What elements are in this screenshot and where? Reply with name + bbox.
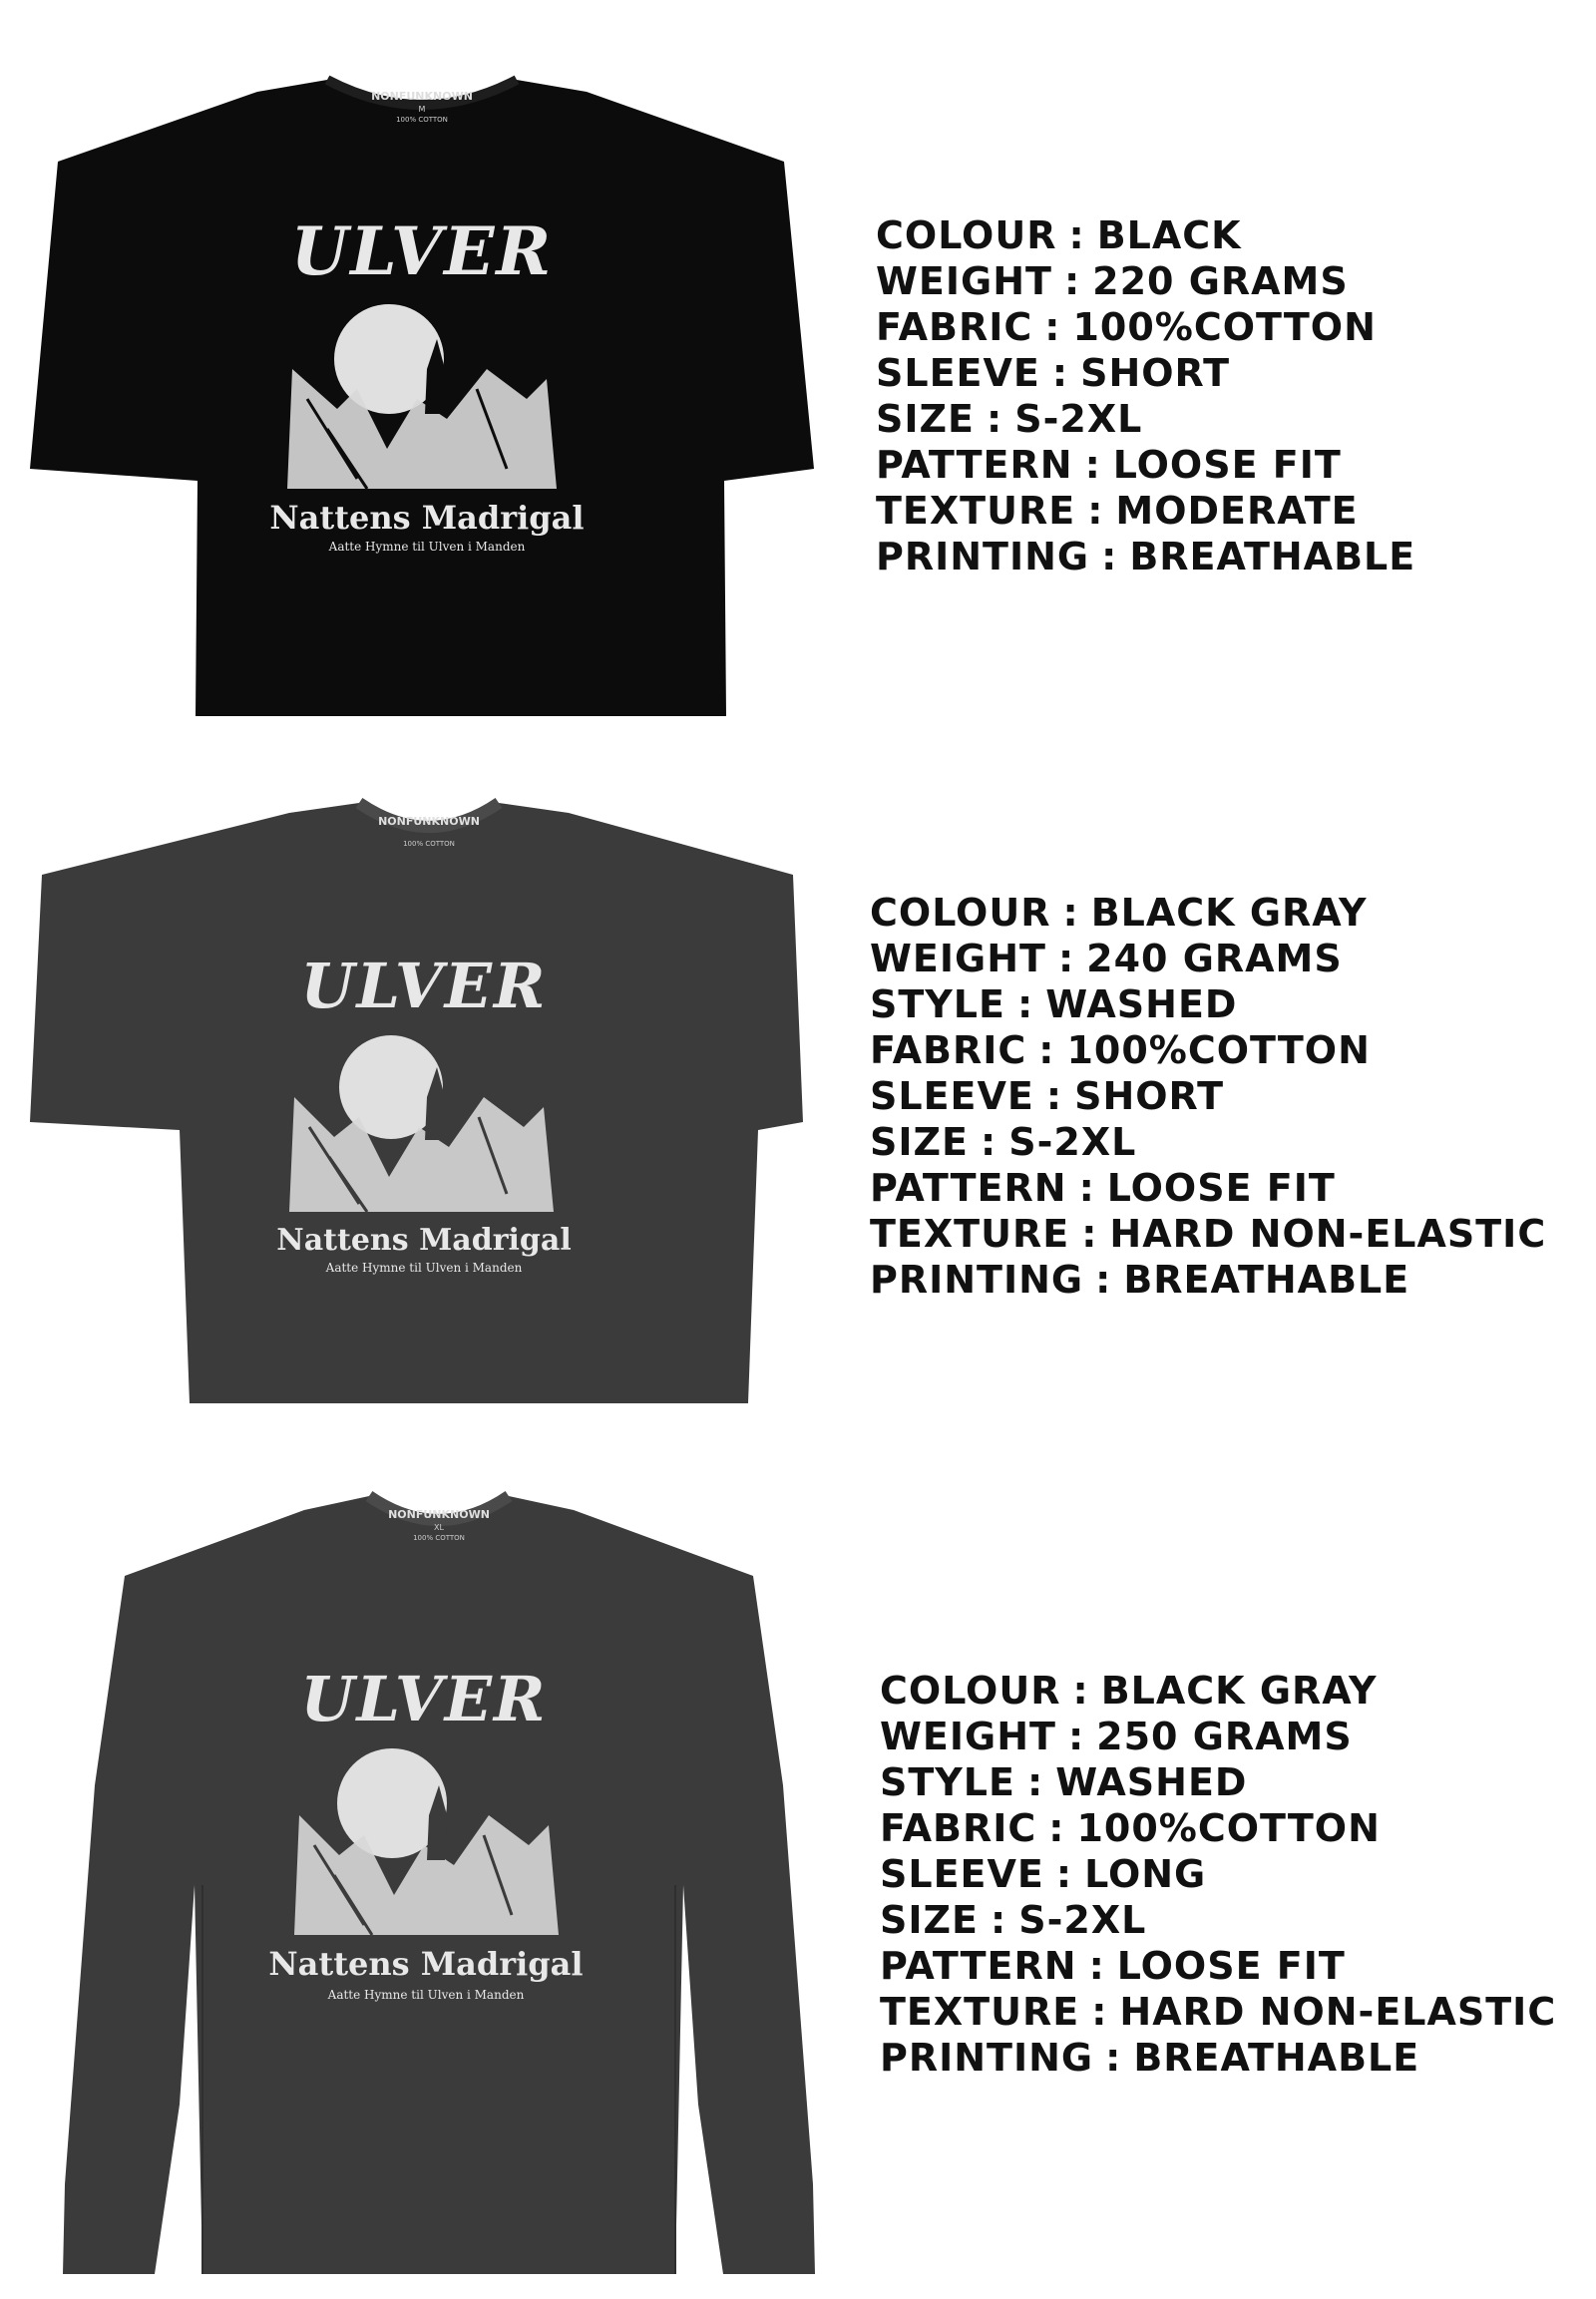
shirt-image-black-short-sleeve <box>28 70 816 723</box>
spec-value: BLACK GRAY <box>1100 1669 1378 1713</box>
neck-label-size: M <box>418 105 426 114</box>
spec-key: COLOUR <box>870 891 1051 935</box>
spec-row: SIZE : S-2XL <box>870 1120 1137 1164</box>
spec-row: TEXTURE : HARD NON-ELASTIC <box>880 1990 1557 2034</box>
spec-value: LOOSE FIT <box>1112 443 1342 487</box>
spec-key: PATTERN <box>880 1944 1077 1988</box>
spec-row: COLOUR : BLACK GRAY <box>870 891 1368 935</box>
product-washed-tee <box>0 738 1596 1456</box>
spec-row: SIZE : S-2XL <box>880 1898 1147 1942</box>
product-washed-longsleeve <box>0 1456 1596 2299</box>
spec-key: PRINTING <box>876 535 1090 578</box>
spec-key: COLOUR <box>880 1669 1061 1713</box>
spec-list-black-tee <box>876 212 1415 579</box>
album-subtitle: Aatte Hymne til Ulven i Manden <box>325 1261 523 1275</box>
spec-value: 250 GRAMS <box>1096 1715 1353 1758</box>
spec-value: SHORT <box>1074 1074 1225 1118</box>
spec-value: SHORT <box>1080 351 1231 395</box>
spec-value: BREATHABLE <box>1123 1258 1410 1302</box>
spec-key: WEIGHT <box>870 937 1046 980</box>
spec-key: WEIGHT <box>876 259 1052 303</box>
spec-row: PATTERN : LOOSE FIT <box>870 1166 1336 1210</box>
band-logo: ULVER <box>290 212 554 290</box>
spec-row: PATTERN : LOOSE FIT <box>880 1944 1346 1988</box>
spec-value: LOOSE FIT <box>1116 1944 1346 1988</box>
spec-row: STYLE : WASHED <box>870 982 1238 1026</box>
spec-key: STYLE <box>870 982 1005 1026</box>
spec-row: FABRIC : 100%COTTON <box>880 1806 1381 1850</box>
spec-value: WASHED <box>1055 1760 1248 1804</box>
spec-key: WEIGHT <box>880 1715 1056 1758</box>
shirt-image-washed-short-sleeve <box>30 793 808 1411</box>
spec-row: PRINTING : BREATHABLE <box>876 535 1416 578</box>
spec-key: PRINTING <box>870 1258 1084 1302</box>
spec-row: SLEEVE : LONG <box>880 1852 1207 1896</box>
spec-row: WEIGHT : 250 GRAMS <box>880 1715 1353 1758</box>
spec-row: COLOUR : BLACK GRAY <box>880 1669 1378 1713</box>
spec-row: STYLE : WASHED <box>880 1760 1248 1804</box>
spec-key: SLEEVE <box>880 1852 1044 1896</box>
spec-value: 220 GRAMS <box>1092 259 1349 303</box>
spec-key: PRINTING <box>880 2036 1094 2080</box>
spec-row: PRINTING : BREATHABLE <box>870 1258 1410 1302</box>
spec-key: STYLE <box>880 1760 1015 1804</box>
spec-row: SLEEVE : SHORT <box>870 1074 1225 1118</box>
band-logo: ULVER <box>300 1663 548 1735</box>
spec-value: MODERATE <box>1115 489 1359 533</box>
spec-row: WEIGHT : 240 GRAMS <box>870 937 1343 980</box>
album-title: Nattens Madrigal <box>269 499 585 537</box>
band-logo: ULVER <box>300 950 548 1022</box>
album-title: Nattens Madrigal <box>268 1945 584 1983</box>
album-title: Nattens Madrigal <box>276 1223 572 1258</box>
neck-label-brand: NONFUNKNOWN <box>378 815 480 828</box>
spec-value: 240 GRAMS <box>1086 937 1343 980</box>
spec-key: SLEEVE <box>870 1074 1034 1118</box>
spec-key: FABRIC <box>880 1806 1037 1850</box>
spec-row: TEXTURE : HARD NON-ELASTIC <box>870 1212 1547 1256</box>
spec-key: FABRIC <box>870 1028 1027 1072</box>
album-subtitle: Aatte Hymne til Ulven i Manden <box>327 1988 525 2002</box>
neck-label-brand: NONFUNKNOWN <box>371 90 473 103</box>
spec-key: SLEEVE <box>876 351 1040 395</box>
spec-row: COLOUR : BLACK <box>876 213 1242 257</box>
spec-key: TEXTURE <box>876 489 1076 533</box>
spec-key: PATTERN <box>876 443 1073 487</box>
spec-key: FABRIC <box>876 305 1033 349</box>
spec-value: LONG <box>1084 1852 1207 1896</box>
spec-row: TEXTURE : MODERATE <box>876 489 1359 533</box>
spec-key: PATTERN <box>870 1166 1067 1210</box>
spec-value: HARD NON-ELASTIC <box>1119 1990 1557 2034</box>
spec-row: SIZE : S-2XL <box>876 397 1143 441</box>
spec-value: BREATHABLE <box>1133 2036 1420 2080</box>
spec-value: LOOSE FIT <box>1106 1166 1336 1210</box>
spec-row: PRINTING : BREATHABLE <box>880 2036 1420 2080</box>
spec-row: SLEEVE : SHORT <box>876 351 1231 395</box>
spec-value: 100%COTTON <box>1072 305 1377 349</box>
spec-key: COLOUR <box>876 213 1057 257</box>
spec-row: FABRIC : 100%COTTON <box>870 1028 1371 1072</box>
neck-label-material: 100% COTTON <box>403 840 455 848</box>
spec-key: SIZE <box>870 1120 970 1164</box>
spec-list-washed-tee <box>870 890 1546 1303</box>
spec-value: 100%COTTON <box>1076 1806 1381 1850</box>
spec-key: SIZE <box>876 397 976 441</box>
spec-key: SIZE <box>880 1898 980 1942</box>
spec-value: BREATHABLE <box>1129 535 1416 578</box>
spec-value: S-2XL <box>1014 397 1143 441</box>
product-black-tee <box>0 0 1596 738</box>
spec-list-washed-longsleeve <box>880 1668 1556 2081</box>
spec-value: 100%COTTON <box>1066 1028 1371 1072</box>
neck-label-size: XL <box>434 1523 444 1532</box>
neck-label-material: 100% COTTON <box>396 116 448 124</box>
album-subtitle: Aatte Hymne til Ulven i Manden <box>328 540 526 554</box>
spec-row: FABRIC : 100%COTTON <box>876 305 1377 349</box>
spec-value: BLACK GRAY <box>1090 891 1368 935</box>
spec-value: S-2XL <box>1008 1120 1137 1164</box>
neck-label-material: 100% COTTON <box>413 1534 465 1542</box>
spec-value: WASHED <box>1045 982 1238 1026</box>
spec-key: TEXTURE <box>870 1212 1070 1256</box>
spec-key: TEXTURE <box>880 1990 1080 2034</box>
spec-value: HARD NON-ELASTIC <box>1109 1212 1547 1256</box>
spec-value: S-2XL <box>1018 1898 1147 1942</box>
spec-value: BLACK <box>1096 213 1242 257</box>
neck-label-brand: NONFUNKNOWN <box>388 1508 490 1521</box>
spec-row: PATTERN : LOOSE FIT <box>876 443 1342 487</box>
spec-row: WEIGHT : 220 GRAMS <box>876 259 1349 303</box>
shirt-image-washed-long-sleeve <box>55 1486 823 2284</box>
